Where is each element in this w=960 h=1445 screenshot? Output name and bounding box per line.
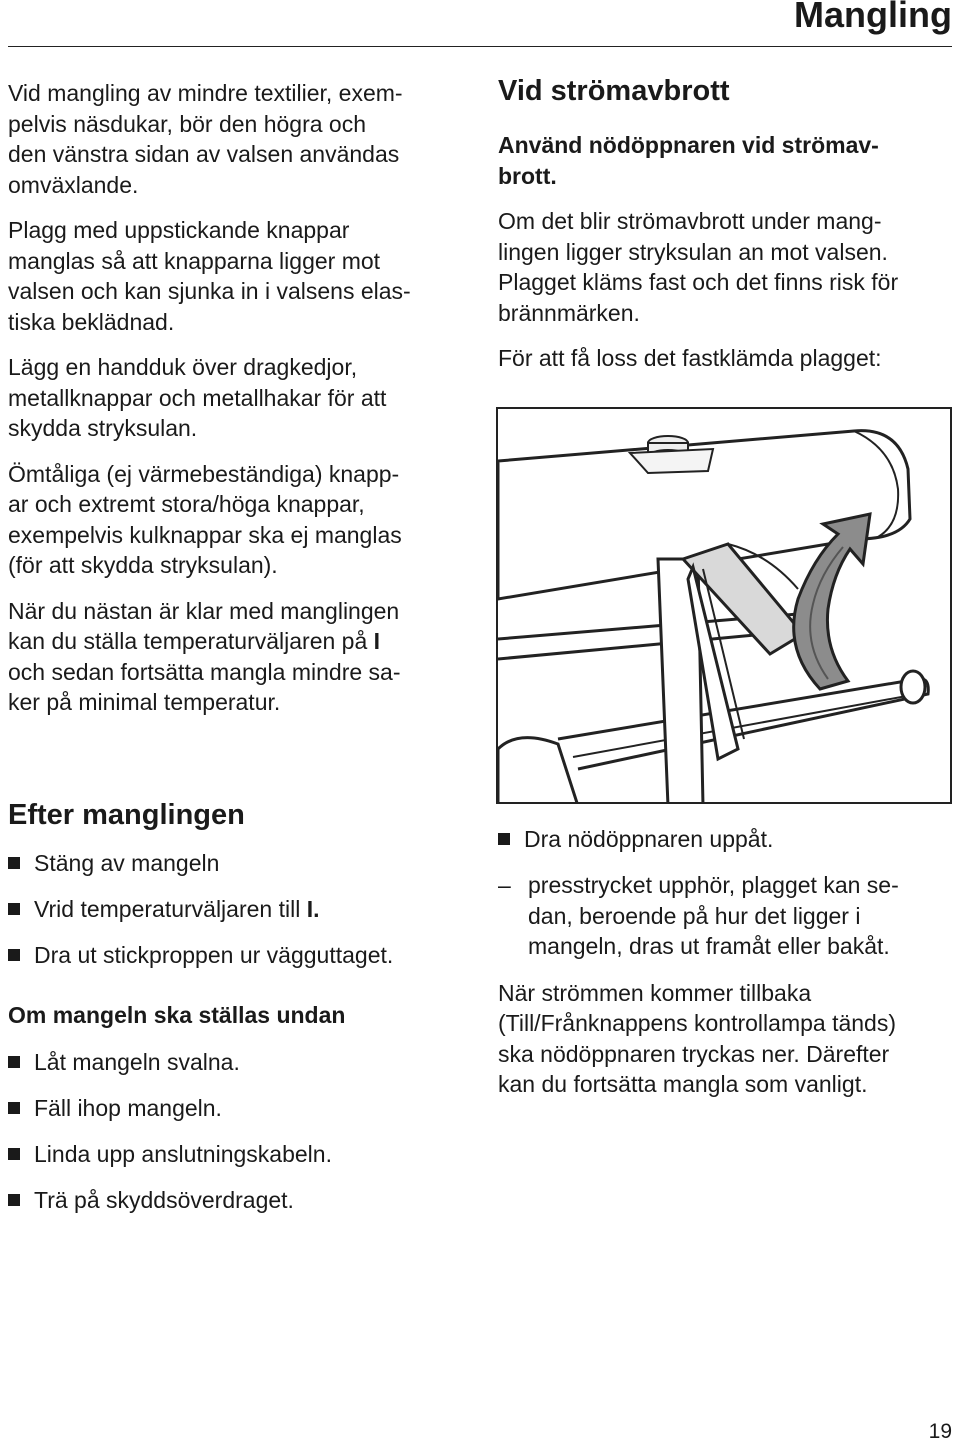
dash-marker: – xyxy=(498,872,511,898)
result-item: – presstrycket upphör, plagget kan se- dan, beroende på hur det ligger i mangeln, dras ut framåt eller bakåt. xyxy=(498,872,899,959)
after-item: Dra ut stickproppen ur vägguttaget. xyxy=(8,940,478,970)
pull-lever-item: Dra nödöppnaren uppåt. xyxy=(498,824,953,854)
bullet-square-icon xyxy=(8,1194,20,1206)
power-outage-paragraph: Om det blir strömavbrott under mang- lingen ligger stryksulan an mot valsen. Plagget kläms fast och det finns risk för brännmärken. xyxy=(498,208,899,326)
page-header-title: Mangling xyxy=(794,0,952,35)
header-rule xyxy=(8,46,952,47)
symbol-I: I. xyxy=(306,896,320,922)
paragraph-towel: Lägg en handduk över dragkedjor, metallknappar och metallhakar för att skydda stryksulan. xyxy=(8,354,387,441)
power-return-paragraph: När strömmen kommer tillbaka (Till/Frånknappens kontrollampa tänds) ska nödöppnaren tryckas ner. Därefter kan du fortsätta mangla som vanligt. xyxy=(498,979,896,1097)
bullet-square-icon xyxy=(8,949,20,961)
page-number: 19 xyxy=(928,1420,952,1443)
bullet-square-icon xyxy=(8,1056,20,1068)
after-mangling-section xyxy=(8,798,478,1215)
bullet-square-icon xyxy=(8,903,20,915)
paragraph-small-textiles: Vid mangling av mindre textilier, exem- pelvis näsdukar, bör den högra och den vänstra sidan av valsen användas omväxlande. xyxy=(8,80,403,198)
bullet-square-icon xyxy=(498,833,510,845)
store-item: Trä på skyddsöverdraget. xyxy=(8,1185,478,1215)
left-column xyxy=(8,78,468,718)
release-garment-paragraph: För att få loss det fastklämda plagget: xyxy=(498,345,882,371)
store-item: Låt mangeln svalna. xyxy=(8,1047,478,1077)
release-instructions xyxy=(498,824,953,1100)
store-item: Linda upp anslutningskabeln. xyxy=(8,1139,478,1169)
paragraph-finishing: När du nästan är klar med manglingen kan du ställa temperaturväljaren på I och sedan fortsätta mangla mindre sa- ker på minimal temperatur. xyxy=(8,597,401,715)
bullet-square-icon xyxy=(8,1102,20,1114)
bullet-square-icon xyxy=(8,1148,20,1160)
store-heading: Om mangeln ska ställas undan xyxy=(8,1002,346,1028)
power-outage-heading: Vid strömavbrott xyxy=(498,75,730,107)
power-outage-bold-instruction: Använd nödöppnaren vid strömav- brott. xyxy=(498,132,879,189)
paragraph-fragile-buttons: Ömtåliga (ej värmebeständiga) knapp- ar och extremt stora/höga knappar, exempelvis kulknappar ska ej manglas (för att skydda stryksulan). xyxy=(8,460,402,578)
emergency-release-illustration xyxy=(496,407,952,804)
store-item: Fäll ihop mangeln. xyxy=(8,1093,478,1123)
bullet-square-icon xyxy=(8,857,20,869)
after-mangling-heading: Efter manglingen xyxy=(8,799,245,831)
symbol-I: I xyxy=(373,628,381,654)
paragraph-buttons: Plagg med uppstickande knappar manglas så att knapparna ligger mot valsen och kan sjunka in i valsens elas- tiska beklädnad. xyxy=(8,217,411,335)
power-outage-section xyxy=(498,74,953,374)
after-item: Stäng av mangeln xyxy=(8,848,478,878)
after-item: Vrid temperaturväljaren till I. xyxy=(8,894,478,924)
mangle-emergency-lever-drawing xyxy=(498,409,952,804)
